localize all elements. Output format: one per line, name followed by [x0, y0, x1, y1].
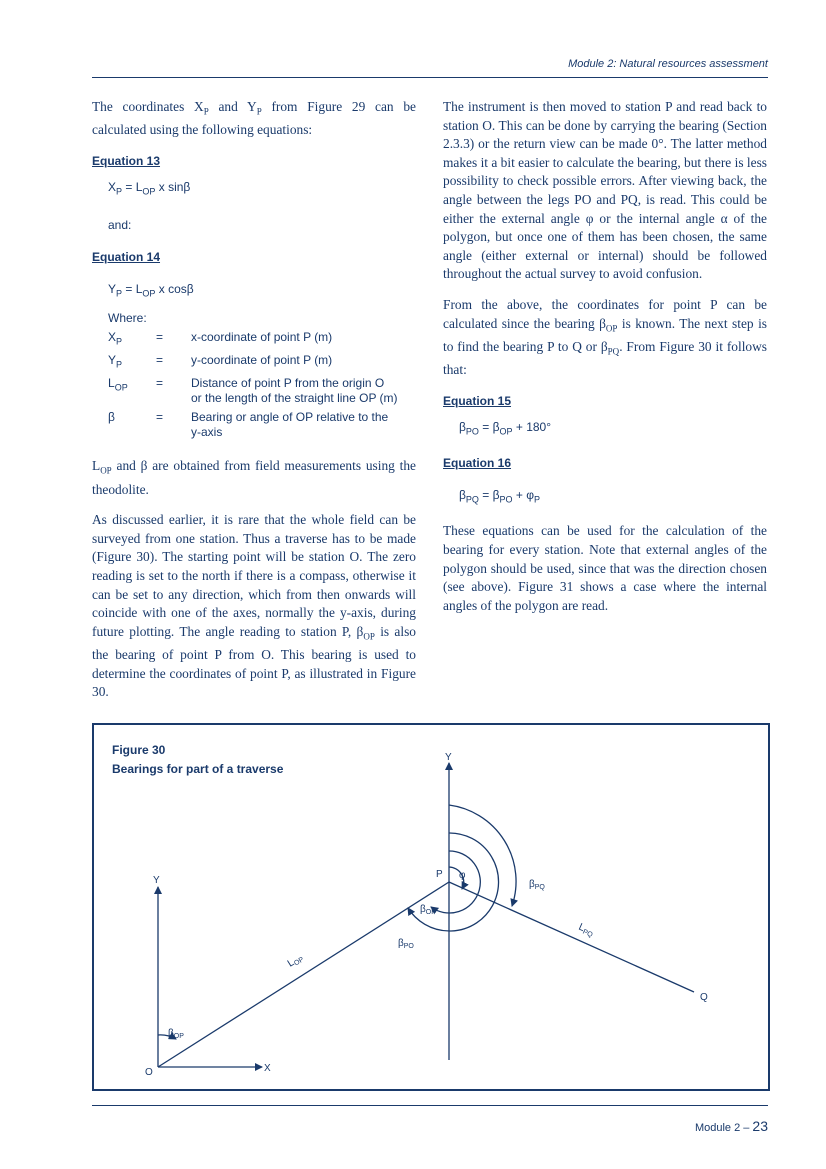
equation-16: $\beta_{PQ} = \beta_{PO} + \varphi_P$ — [459, 488, 540, 505]
definition-symbol: $X_P$ — [108, 329, 123, 347]
intro-paragraph: The coordinates $X_P$ and $Y_P$ from Figure 29 can be calculated using the following equations: — [92, 99, 416, 138]
footer-rule — [92, 1105, 768, 1106]
y-axis-1-label: Y — [153, 875, 160, 886]
lop-paragraph: $L_{OP}$ and β are obtained from field measurements using the theodolite. — [92, 458, 416, 497]
phi-label: φ — [459, 870, 466, 881]
definition-symbol: $L_{OP}$ — [108, 376, 128, 393]
point-p-label: P — [436, 869, 443, 880]
equation-13-label: Equation 13 — [92, 153, 161, 168]
and-text: and: — [108, 218, 132, 233]
traverse-diagram — [94, 725, 768, 1089]
equation-14: $Y_P = L_{OP}$ x cosβ — [108, 282, 194, 299]
definition-equals: = — [156, 376, 164, 391]
traverse-paragraph: As discussed earlier, it is rare that the whole field can be surveyed from one station. Thus a traverse has to be made (Figure 30). The starting point will be station O. The zero reading is set to the north if there is a compass, otherwise it can be set to any direction, which from then onwards will coincide with one of the axes, normally the y-axis, during future plotting. The angle reading to station P, $\beta_{OP}$ is also the bearing of point P from O. This bearing is used to determine the coordinates of point P, as illustrated in Figure 30. — [92, 512, 416, 700]
bearing-op-label-p: $\beta_{OP}$ — [420, 904, 436, 916]
equations-paragraph: These equations can be used for the calculation of the bearing for every station. Note that external angles of the polygon should be used, since that was the direction chosen (see above). Figure 31 shows a case where the internal angles of the polygon are read. — [443, 523, 767, 613]
page-number: 23 — [752, 1118, 768, 1134]
definitions-table — [108, 329, 401, 444]
origin-label: O — [145, 1067, 153, 1078]
where-label: Where: — [108, 310, 147, 325]
bearing-op-label-origin: $\beta_{OP}$ — [168, 1028, 184, 1040]
definition-equals: = — [156, 410, 164, 425]
leg-op — [158, 882, 449, 1067]
definition-row — [108, 329, 401, 352]
left-column — [92, 98, 416, 714]
header-rule — [92, 77, 768, 78]
y-axis-2-label: Y — [445, 752, 452, 763]
equation-15: $\beta_{PO} = \beta_{OP} + 180^\circ$ — [459, 419, 552, 437]
x-axis-1-label: X — [264, 1063, 271, 1074]
equation-15-label: Equation 15 — [443, 393, 512, 408]
equation-16-label: Equation 16 — [443, 456, 512, 471]
definition-text: Distance of point P from the origin O or the length of the straight line OP (m) — [191, 376, 398, 406]
l-pq-label: $L_{PQ}$ — [576, 921, 594, 940]
page-footer — [92, 1118, 768, 1134]
definition-text: Bearing or angle of OP relative to the y-axis — [191, 410, 389, 440]
definition-text: x-coordinate of point P (m) — [191, 329, 333, 344]
bearing-pq-label: $\beta_{PQ}$ — [529, 879, 545, 891]
running-header: Module 2: Natural resources assessment — [568, 58, 768, 70]
l-op-label: $L_{OP}$ — [285, 956, 306, 970]
bearing-paragraph: From the above, the coordinates for point P can be calculated since the bearing $\beta_{OP}$ is known. The next step is to find the bearing P to Q or $\beta_{PQ}$. From Figure 30 it follows that: — [443, 296, 768, 378]
definition-row — [108, 352, 401, 375]
bearing-po-label: $\beta_{PO}$ — [398, 938, 414, 950]
definition-text: y-coordinate of point P (m) — [191, 353, 333, 368]
figure-title: Bearings for part of a traverse — [112, 762, 284, 776]
figure-caption — [112, 741, 283, 779]
definition-equals: = — [156, 329, 164, 344]
bearing-po-arc — [408, 833, 499, 931]
right-column — [443, 98, 767, 627]
definition-symbol: β — [108, 410, 115, 425]
figure-30 — [92, 723, 770, 1091]
equation-14-label: Equation 14 — [92, 250, 161, 265]
equation-13: $X_P = L_{OP}$ x sinβ — [108, 179, 191, 197]
definition-row — [108, 375, 401, 409]
definition-row — [108, 409, 401, 443]
bearing-op-arc-p — [431, 851, 480, 913]
instrument-paragraph: The instrument is then moved to station P and read back to station O. This can be done by carrying the bearing (Section 2.3.3) or the return view can be made 0°. The latter method makes it a bit easier to calculate the bearing, but there is less possibility to check possible errors. After viewing back, the angle between the legs PO and PQ, is read. This could be either the external angle φ or the internal angle α of the polygon, but once one of them has been chosen, the same angle (either external or internal) should be followed throughout the actual survey to avoid confusion. — [443, 99, 767, 282]
figure-number: Figure 30 — [112, 743, 166, 757]
definition-equals: = — [156, 353, 164, 368]
footer-label: Module 2 – — [694, 1122, 753, 1134]
definition-symbol: $Y_P$ — [108, 353, 123, 370]
bearing-pq-arc — [449, 805, 516, 906]
point-q-label: Q — [700, 992, 708, 1003]
leg-pq — [449, 882, 694, 992]
